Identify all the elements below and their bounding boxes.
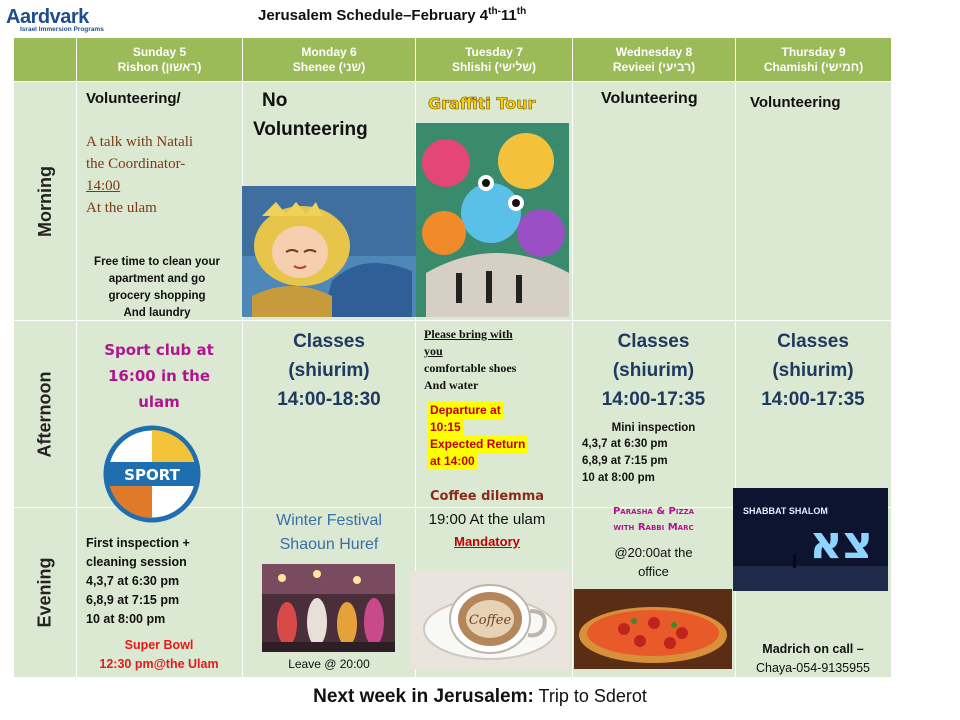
wed-inspect-time2: 6,8,9 at 7:15 pm xyxy=(582,455,668,467)
tue-note-line3: comfortable shoes xyxy=(424,361,517,375)
sun-talk-line2: the Coordinator- xyxy=(86,156,186,172)
thu-classes: Classes xyxy=(777,331,849,352)
wed-shiurim: (shiurim) xyxy=(612,360,695,381)
table-corner xyxy=(14,38,77,82)
thu-madrich: Madrich on call – xyxy=(762,642,864,656)
logo-tagline: Israel Immersion Programs xyxy=(20,26,104,33)
sun-sport-line2: 16:00 in the xyxy=(107,367,211,385)
sun-talk-time: 14:00 xyxy=(86,178,121,194)
wed-class-time: 14:00-17:35 xyxy=(601,389,706,410)
wed-mini-inspection: Mini inspection xyxy=(611,422,696,434)
cell-wed-morning xyxy=(573,82,736,321)
wed-parasha-time: @20:00at the xyxy=(614,545,693,560)
mon-festival-line2: Shaoun Huref xyxy=(279,536,379,553)
aardvark-logo xyxy=(6,6,126,32)
mon-morning-no: No xyxy=(262,90,288,111)
wed-parasha-place: office xyxy=(638,564,669,579)
tue-note-line1: Please bring with xyxy=(424,327,513,341)
tue-note-line2: you xyxy=(424,344,443,358)
wed-inspect-time1: 4,3,7 at 6:30 pm xyxy=(582,438,668,450)
tue-mandatory: Mandatory xyxy=(454,534,520,549)
wed-parasha-line2: with Rabbi Marc xyxy=(613,522,694,533)
thu-class-time: 14:00-17:35 xyxy=(761,389,865,410)
tue-return-time: at 14:00 xyxy=(430,454,475,468)
sun-morning-title: Volunteering/ xyxy=(86,90,181,107)
wed-morning-title: Volunteering xyxy=(601,90,698,107)
header-thursday: Thursday 9 Chamishi (חמישי) xyxy=(736,38,892,82)
sun-free-line4: And laundry xyxy=(123,307,191,319)
graffiti-wall-image xyxy=(416,123,569,317)
header-tuesday: Tuesday 7 Shlishi (שלישי) xyxy=(416,38,573,82)
tue-departure-time: 10:15 xyxy=(430,420,461,434)
page-title: Jerusalem Schedule–February $4^{th-}11th$ xyxy=(258,6,527,24)
footer-rest: Trip to Sderot xyxy=(533,686,647,706)
sun-free-line1: Free time to clean your xyxy=(94,256,220,268)
sun-eve-line3: 4,3,7 at 6:30 pm xyxy=(86,574,180,588)
mon-classes: Classes xyxy=(293,331,365,352)
festival-image xyxy=(262,564,395,652)
coffee-cup-image xyxy=(410,571,570,669)
mon-morning-volunteering: Volunteering xyxy=(253,119,368,140)
coffee-cup-text: Coffee xyxy=(468,613,512,628)
sun-free-line3: grocery shopping xyxy=(108,290,206,302)
thu-morning-title: Volunteering xyxy=(750,94,841,111)
pizza-image xyxy=(574,589,732,669)
sport-ball-image xyxy=(100,424,204,524)
sun-eve-line2: cleaning session xyxy=(86,555,187,569)
tue-graffiti-title: Graffiti Tour xyxy=(428,94,536,113)
tue-note-line4: And water xyxy=(424,378,479,392)
tue-return-label: Expected Return xyxy=(430,437,526,451)
sun-eve-line4: 6,8,9 at 7:15 pm xyxy=(86,593,180,607)
wed-inspect-time3: 10 at 8:00 pm xyxy=(582,472,655,484)
sun-sport-line1: Sport club at xyxy=(104,341,214,359)
sun-talk-place: At the ulam xyxy=(86,200,157,216)
mon-leave-time: Leave @ 20:00 xyxy=(288,657,370,671)
mon-class-time: 14:00-18:30 xyxy=(277,389,381,410)
shabbat-letters: צא xyxy=(809,515,873,569)
sun-talk-line1: A talk with Natali xyxy=(86,134,194,150)
sleeping-princess-image xyxy=(242,186,416,317)
sun-sport-line3: ulam xyxy=(138,393,180,411)
thu-madrich-phone: Chaya-054-9135955 xyxy=(756,661,870,675)
header-wednesday: Wednesday 8 Revieei (רביעי) xyxy=(573,38,736,82)
tue-coffee-title: Coffee dilemma xyxy=(429,489,545,504)
footer-next-week xyxy=(0,686,960,708)
mon-shiurim: (shiurim) xyxy=(288,360,370,381)
cell-thu-morning xyxy=(736,82,892,321)
logo-brand: Aardvark xyxy=(6,6,89,28)
tue-coffee-time: 19:00 At the ulam xyxy=(428,511,546,528)
header-sunday: Sunday 5 Rishon (ראשון) xyxy=(77,38,243,82)
sun-eve-line1: First inspection + xyxy=(86,536,190,550)
footer-bold: Next week in Jerusalem: xyxy=(313,686,534,707)
tue-departure-label: Departure at xyxy=(430,403,501,417)
sport-badge-text: SPORT xyxy=(124,466,180,484)
period-morning: Morning xyxy=(14,82,77,321)
shabbat-sign-text: SHABBAT SHALOM xyxy=(743,506,828,516)
sun-superbowl-time: 12:30 pm@the Ulam xyxy=(99,657,219,671)
wed-parasha-line1: Parasha & Pizza xyxy=(612,506,695,517)
period-afternoon: Afternoon xyxy=(14,321,77,508)
period-evening: Evening xyxy=(14,508,77,678)
mon-festival-line1: Winter Festival xyxy=(276,512,382,529)
sun-superbowl: Super Bowl xyxy=(124,638,194,652)
wed-classes: Classes xyxy=(617,331,690,352)
shabbat-shalom-image xyxy=(733,488,888,591)
sun-eve-line5: 10 at 8:00 pm xyxy=(86,612,166,626)
header-monday: Monday 6 Shenee (שני) xyxy=(243,38,416,82)
thu-shiurim: (shiurim) xyxy=(772,360,854,381)
sun-free-line2: apartment and go xyxy=(108,273,206,285)
